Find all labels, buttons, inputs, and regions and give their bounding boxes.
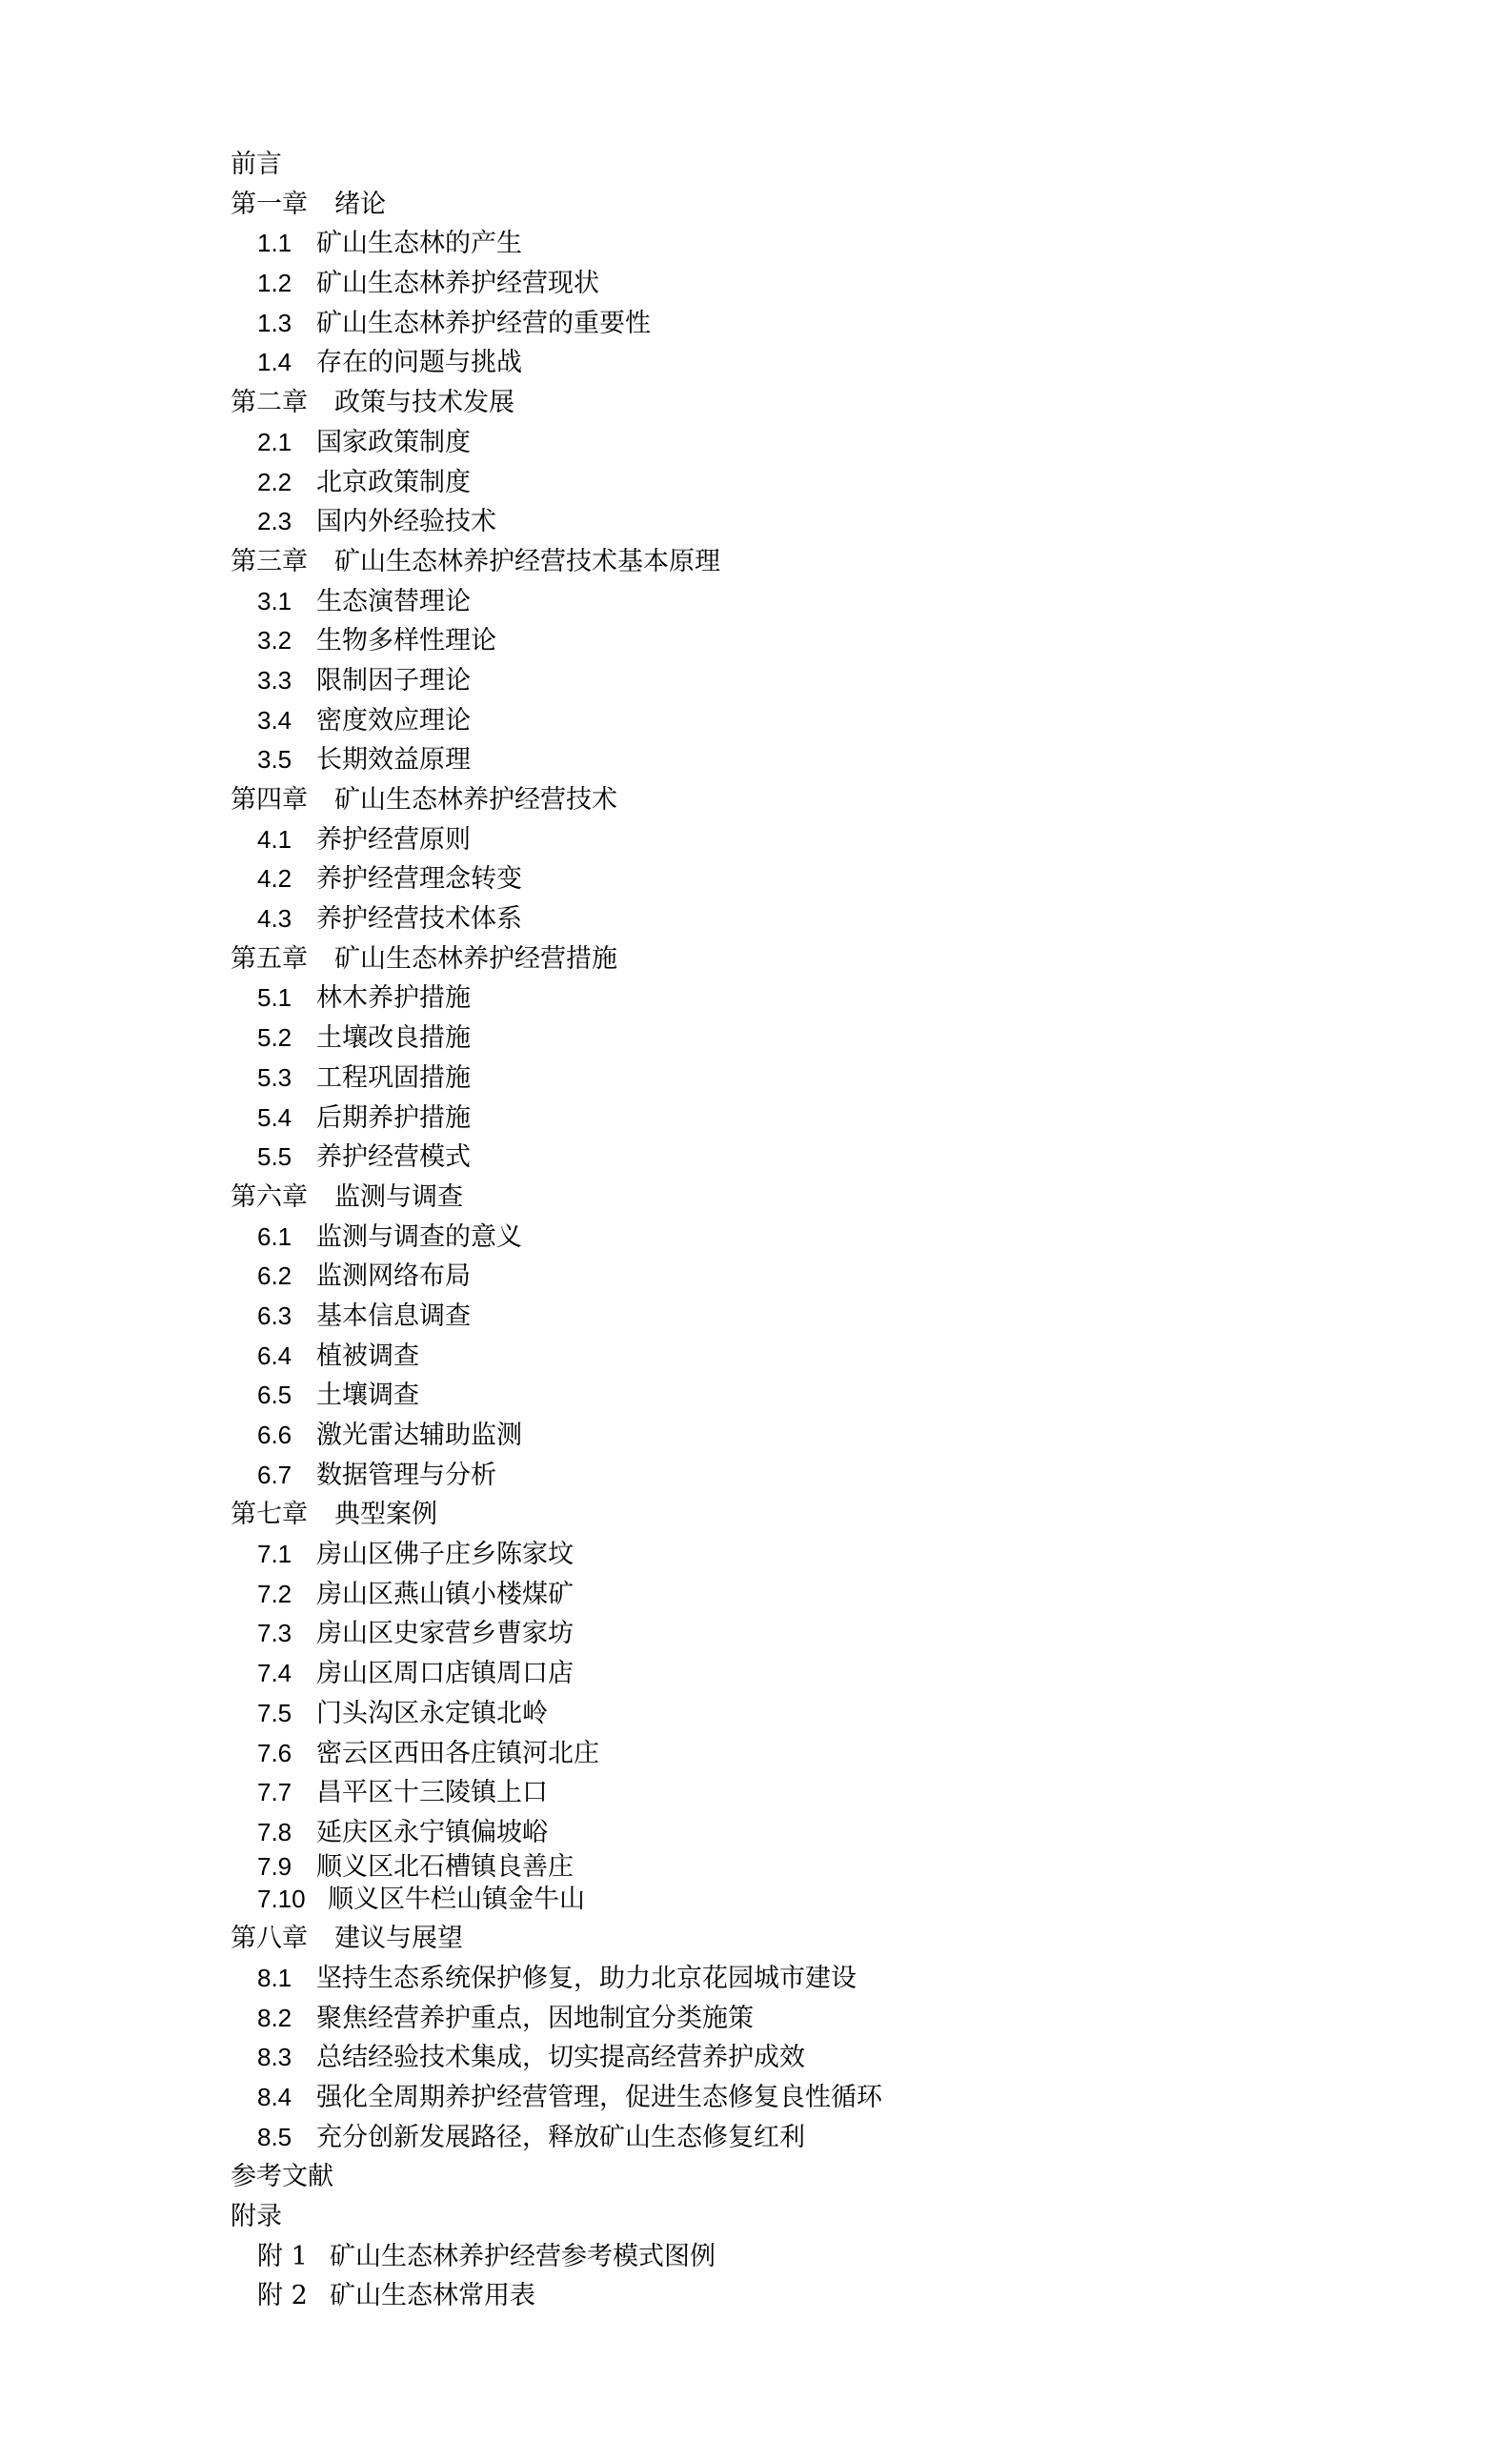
toc-entry-label: 土壤调查 [316, 1381, 419, 1411]
toc-entry-label: 矿山生态林养护经营的重要性 [316, 308, 651, 338]
toc-section [231, 2038, 1279, 2078]
toc-entry-number: 4.3 [257, 904, 292, 934]
toc-section [231, 1734, 1279, 1774]
toc-entry-number: 7.3 [257, 1619, 292, 1648]
toc-entry-label: 养护经营技术体系 [316, 904, 522, 935]
toc-chapter [231, 1919, 1279, 1959]
toc-entry-number: 8.3 [257, 2043, 292, 2072]
toc-entry-number: 5.1 [257, 983, 292, 1013]
toc-entry-number: 3.3 [257, 665, 292, 695]
toc-entry-label: 昌平区十三陵镇上口 [316, 1778, 548, 1808]
toc-section [231, 1257, 1279, 1297]
toc-entry [231, 2197, 1279, 2237]
toc-section [231, 304, 1279, 344]
toc-section [231, 701, 1279, 741]
toc-entry-label: 矿山生态林养护经营技术 [334, 785, 617, 815]
toc-entry-label: 矿山生态林养护经营措施 [334, 943, 617, 974]
toc-entry-label: 密云区西田各庄镇河北庄 [316, 1738, 599, 1768]
toc-section [231, 1853, 1279, 1880]
toc-section [231, 1138, 1279, 1178]
toc-entry-number: 5.5 [257, 1142, 292, 1172]
toc-entry-number: 第一章 [231, 189, 308, 219]
toc-entry-number: 1.1 [257, 229, 292, 258]
toc-entry-label: 前言 [231, 150, 282, 179]
toc-section [231, 582, 1279, 622]
toc-entry-number: 4.2 [257, 864, 292, 894]
toc-entry-number: 3.4 [257, 705, 292, 735]
toc-entry-label: 绪论 [334, 189, 386, 219]
toc-entry-number: 2.3 [257, 507, 292, 536]
toc-entry-number: 6.7 [257, 1460, 292, 1489]
toc-section [231, 1813, 1279, 1853]
toc-entry-label: 激光雷达辅助监测 [316, 1421, 522, 1450]
toc-section [231, 1337, 1279, 1377]
toc-entry-number: 第二章 [231, 388, 308, 418]
toc-entry-number: 6.4 [257, 1341, 292, 1370]
toc-section [231, 740, 1279, 780]
toc-entry-label: 矿山生态林养护经营现状 [316, 269, 599, 299]
toc-section [231, 820, 1279, 860]
toc-entry-label: 养护经营理念转变 [316, 864, 522, 895]
toc-section [231, 661, 1279, 701]
toc-entry-label: 存在的问题与挑战 [316, 348, 522, 378]
toc-section [231, 502, 1279, 542]
toc-entry-label: 门头沟区永定镇北岭 [316, 1698, 548, 1728]
toc-entry-number: 3.1 [257, 586, 292, 615]
toc-entry-label: 政策与技术发展 [334, 388, 514, 418]
toc-entry-number: 1.3 [257, 308, 292, 337]
toc-entry-label: 基本信息调查 [316, 1301, 471, 1331]
toc-section [231, 1099, 1279, 1139]
toc-entry-label: 生态演替理论 [316, 586, 471, 616]
toc-chapter [231, 1495, 1279, 1535]
toc-entry-number: 第四章 [231, 785, 308, 815]
toc-entry-label: 长期效益原理 [316, 745, 471, 776]
toc-entry-number: 附 1 [257, 2241, 308, 2271]
toc-entry-number: 6.3 [257, 1301, 292, 1330]
toc-section [231, 1535, 1279, 1575]
toc-entry-number: 6.1 [257, 1221, 292, 1251]
toc-entry-number: 第五章 [231, 943, 308, 974]
toc-entry-label: 矿山生态林养护经营技术基本原理 [334, 546, 720, 576]
toc-section [231, 343, 1279, 383]
toc-entry-label: 典型案例 [334, 1500, 437, 1530]
toc-entry-label: 北京政策制度 [316, 467, 471, 497]
toc-entry-label: 限制因子理论 [316, 665, 471, 696]
toc-section [231, 463, 1279, 503]
toc-entry-label: 附录 [231, 2202, 282, 2232]
toc-section [231, 1614, 1279, 1654]
toc-entry-number: 2.1 [257, 427, 292, 456]
toc-section [231, 1456, 1279, 1496]
toc-chapter [231, 780, 1279, 820]
toc-entry-label: 房山区燕山镇小楼煤矿 [316, 1579, 574, 1609]
toc-entry-label: 矿山生态林养护经营参考模式图例 [330, 2241, 716, 2271]
toc-section [231, 1018, 1279, 1059]
toc-chapter [231, 185, 1279, 225]
toc-entry-number: 6.6 [257, 1421, 292, 1449]
toc-section [231, 264, 1279, 304]
toc-section [231, 1416, 1279, 1456]
toc-entry-label: 工程巩固措施 [316, 1062, 471, 1093]
toc-section [231, 1880, 1279, 1920]
toc-entry-label: 延庆区永宁镇偏坡峪 [316, 1817, 548, 1847]
toc-section [231, 1959, 1279, 1999]
toc-entry-label: 密度效应理论 [316, 705, 471, 736]
toc-section [231, 1297, 1279, 1337]
toc-entry-label: 监测网络布局 [316, 1261, 471, 1292]
toc-entry-label: 监测与调查的意义 [316, 1221, 522, 1252]
toc-appendix [231, 2237, 1279, 2277]
toc-entry-number: 5.2 [257, 1023, 292, 1053]
toc-entry-label: 矿山生态林的产生 [316, 229, 522, 259]
toc-entry-label: 后期养护措施 [316, 1102, 471, 1133]
toc-section [231, 621, 1279, 661]
toc-section [231, 1059, 1279, 1099]
toc-entry-number: 6.5 [257, 1381, 292, 1410]
toc-chapter [231, 383, 1279, 423]
toc-entry-label: 坚持生态系统保护修复，助力北京花园城市建设 [316, 1963, 857, 1993]
toc-entry-number: 第六章 [231, 1181, 308, 1212]
toc-entry-label: 参考文献 [231, 2162, 333, 2192]
toc-section [231, 423, 1279, 463]
toc-entry-label: 强化全周期养护经营管理，促进生态修复良性循环 [316, 2083, 882, 2112]
toc-section [231, 1773, 1279, 1813]
toc-entry-label: 监测与调查 [334, 1181, 463, 1212]
toc-section [231, 899, 1279, 939]
toc-entry-number: 7.2 [257, 1579, 292, 1608]
toc-entry-number: 7.8 [257, 1817, 292, 1846]
toc-entry-number: 7.4 [257, 1659, 292, 1688]
toc-entry-label: 房山区周口店镇周口店 [316, 1659, 574, 1689]
toc-section [231, 859, 1279, 899]
toc-entry-number: 附 2 [257, 2281, 308, 2311]
toc-entry [231, 145, 1279, 185]
toc-chapter [231, 939, 1279, 979]
toc-entry-label: 土壤改良措施 [316, 1023, 471, 1054]
toc-entry-label: 国内外经验技术 [316, 507, 496, 537]
toc-section [231, 2078, 1279, 2118]
toc-entry-number: 5.3 [257, 1062, 292, 1092]
toc-entry-number: 7.10 [257, 1884, 306, 1913]
toc-entry-number: 8.1 [257, 1963, 292, 1992]
toc-entry-label: 总结经验技术集成，切实提高经营养护成效 [316, 2043, 805, 2073]
toc-section [231, 1218, 1279, 1258]
toc-entry-label: 国家政策制度 [316, 427, 471, 457]
toc-entry-number: 1.4 [257, 348, 292, 377]
toc-entry-label: 建议与展望 [334, 1924, 463, 1954]
toc-section [231, 224, 1279, 264]
toc-section [231, 1575, 1279, 1615]
toc-entry-number: 8.5 [257, 2122, 292, 2151]
toc-entry-label: 植被调查 [316, 1341, 419, 1371]
toc-section [231, 2118, 1279, 2158]
toc-entry-number: 7.9 [257, 1851, 292, 1881]
toc-entry-label: 房山区佛子庄乡陈家坟 [316, 1540, 574, 1570]
toc-section [231, 1654, 1279, 1694]
toc-entry-number: 7.1 [257, 1540, 292, 1569]
toc-chapter [231, 1178, 1279, 1218]
toc-entry-number: 第七章 [231, 1500, 308, 1530]
toc-entry-label: 养护经营原则 [316, 824, 471, 855]
toc-entry-label: 林木养护措施 [316, 983, 471, 1014]
toc-entry-label: 聚焦经营养护重点，因地制宜分类施策 [316, 2003, 754, 2033]
toc-entry-number: 5.4 [257, 1102, 292, 1132]
toc-entry-number: 8.4 [257, 2083, 292, 2111]
toc-entry-label: 数据管理与分析 [316, 1460, 496, 1490]
toc-entry-label: 顺义区北石槽镇良善庄 [316, 1851, 574, 1882]
toc-section [231, 1999, 1279, 2039]
toc-entry-number: 3.5 [257, 745, 292, 775]
toc-entry-label: 房山区史家营乡曹家坊 [316, 1619, 574, 1649]
toc-entry-number: 2.2 [257, 467, 292, 496]
toc-entry-number: 第八章 [231, 1924, 308, 1954]
toc-entry-label: 矿山生态林常用表 [330, 2281, 535, 2311]
toc-entry-number: 8.2 [257, 2003, 292, 2032]
toc-entry-number: 4.1 [257, 824, 292, 854]
toc-entry-number: 3.2 [257, 626, 292, 655]
toc-appendix [231, 2276, 1279, 2316]
toc-section [231, 978, 1279, 1018]
toc-entry-number: 7.5 [257, 1698, 292, 1727]
toc-section [231, 1376, 1279, 1416]
toc-entry-label: 生物多样性理论 [316, 626, 496, 656]
toc-entry-number: 6.2 [257, 1261, 292, 1291]
toc-entry-label: 顺义区牛栏山镇金牛山 [328, 1884, 585, 1914]
toc-section [231, 1694, 1279, 1734]
table-of-contents [231, 145, 1279, 2316]
toc-entry-number: 7.7 [257, 1778, 292, 1807]
toc-entry-number: 7.6 [257, 1738, 292, 1767]
toc-chapter [231, 542, 1279, 582]
toc-entry [231, 2157, 1279, 2197]
toc-entry-number: 第三章 [231, 546, 308, 576]
toc-entry-label: 养护经营模式 [316, 1142, 471, 1173]
toc-entry-label: 充分创新发展路径，释放矿山生态修复红利 [316, 2122, 805, 2152]
toc-entry-number: 1.2 [257, 269, 292, 298]
